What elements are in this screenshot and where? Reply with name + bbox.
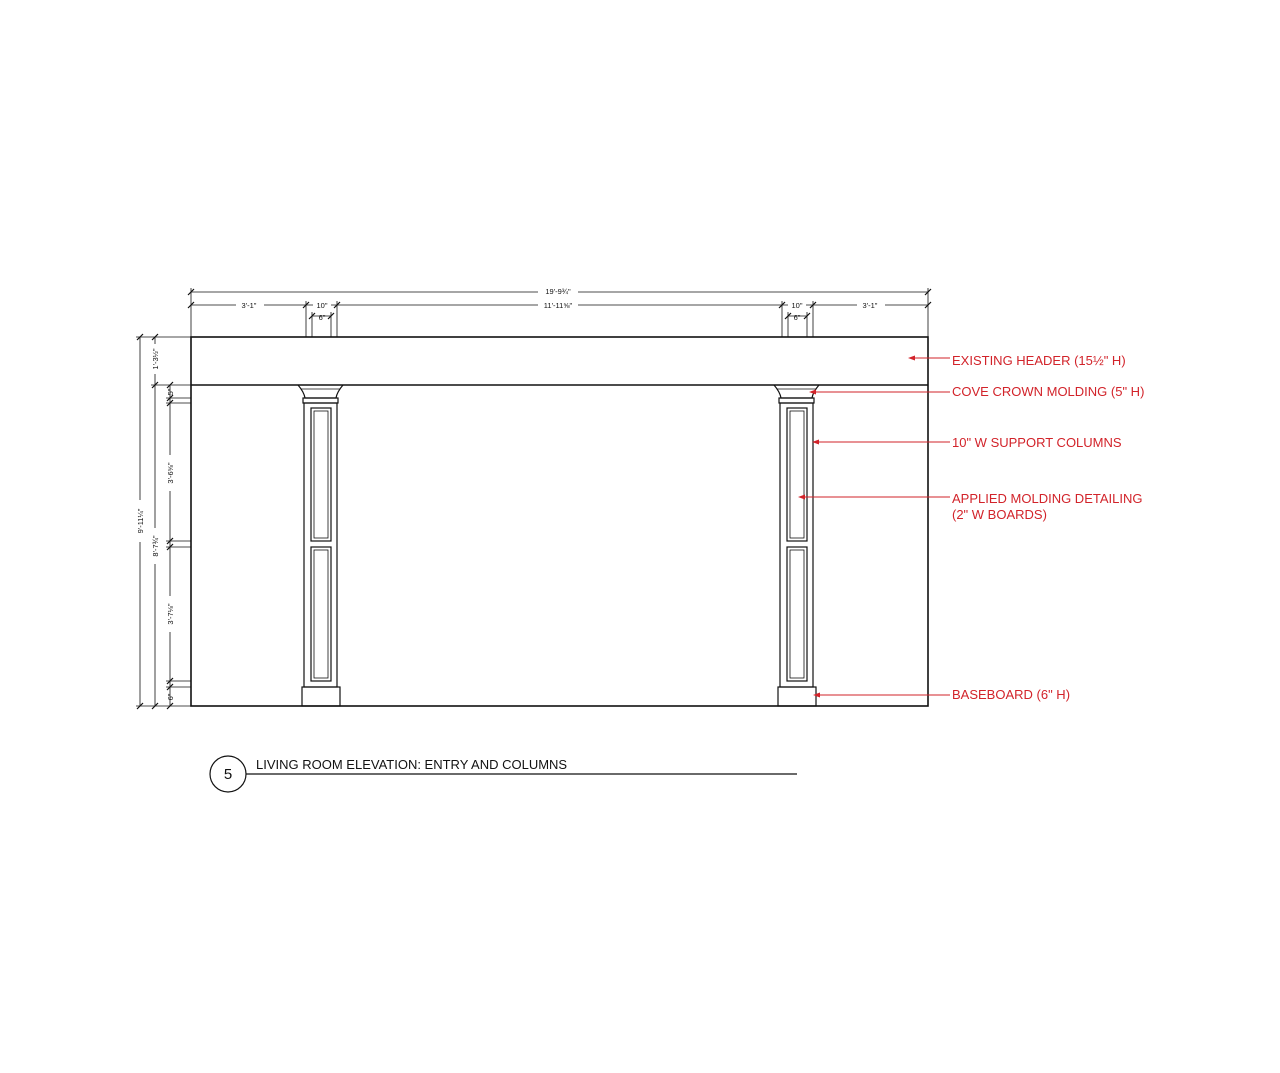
right-bay-label: 3'-1"	[862, 301, 878, 310]
base-height-label: 6"	[166, 693, 175, 701]
drawing-title-block	[210, 756, 797, 792]
left-baseboard	[302, 687, 340, 706]
left-crown-molding	[298, 385, 343, 398]
note-applied-molding: APPLIED MOLDING DETAILING	[952, 491, 1143, 506]
annotation-cove-crown	[809, 384, 1144, 399]
overall-height-label: 9'-11¼"	[136, 508, 145, 534]
annotation-applied-molding	[798, 491, 1142, 522]
note-baseboard: BASEBOARD (6" H)	[952, 687, 1071, 702]
left-crown-cap	[303, 398, 338, 403]
overall-width-label: 19'-9¾"	[545, 287, 571, 296]
left-column	[298, 385, 343, 706]
upper-panel-height-label: 3'-6⅝"	[166, 462, 175, 484]
column-inner-dimensions	[309, 312, 810, 337]
opening-width-label: 11'-11⅝"	[543, 301, 573, 310]
column-breakdown-dimension	[164, 382, 191, 709]
annotation-baseboard	[813, 687, 1070, 702]
lower-panel-height-label: 3'-7⅛"	[166, 603, 175, 625]
drawing-number: 5	[223, 766, 233, 783]
note-applied-molding-2: (2" W BOARDS)	[952, 507, 1047, 522]
annotation-support-columns	[812, 435, 1122, 450]
note-cove-crown: COVE CROWN MOLDING (5" H)	[952, 384, 1145, 399]
right-column-shaft	[780, 403, 813, 687]
note-support-columns: 10" W SUPPORT COLUMNS	[952, 435, 1122, 450]
width-string-dimension	[188, 300, 931, 337]
right-column-inner-label: 6"	[793, 313, 801, 322]
crown-height-label: 5"	[166, 388, 175, 396]
annotation-existing-header	[908, 353, 1126, 368]
header-height-label: 1'-3½"	[151, 348, 160, 370]
overall-width-dimension	[188, 285, 931, 337]
drawing-title: LIVING ROOM ELEVATION: ENTRY AND COLUMNS	[256, 757, 568, 772]
column-height-label: 8'-7¾"	[151, 535, 160, 557]
left-column-width-label: 10"	[316, 301, 328, 310]
right-column	[774, 385, 819, 706]
left-bay-label: 3'-1"	[241, 301, 257, 310]
right-baseboard	[778, 687, 816, 706]
right-column-width-label: 10"	[791, 301, 803, 310]
left-column-inner-label: 6"	[318, 313, 326, 322]
note-existing-header: EXISTING HEADER (15½" H)	[952, 353, 1126, 368]
overall-height-dimension	[134, 334, 191, 709]
right-crown-cap	[779, 398, 814, 403]
left-column-shaft	[304, 403, 337, 687]
